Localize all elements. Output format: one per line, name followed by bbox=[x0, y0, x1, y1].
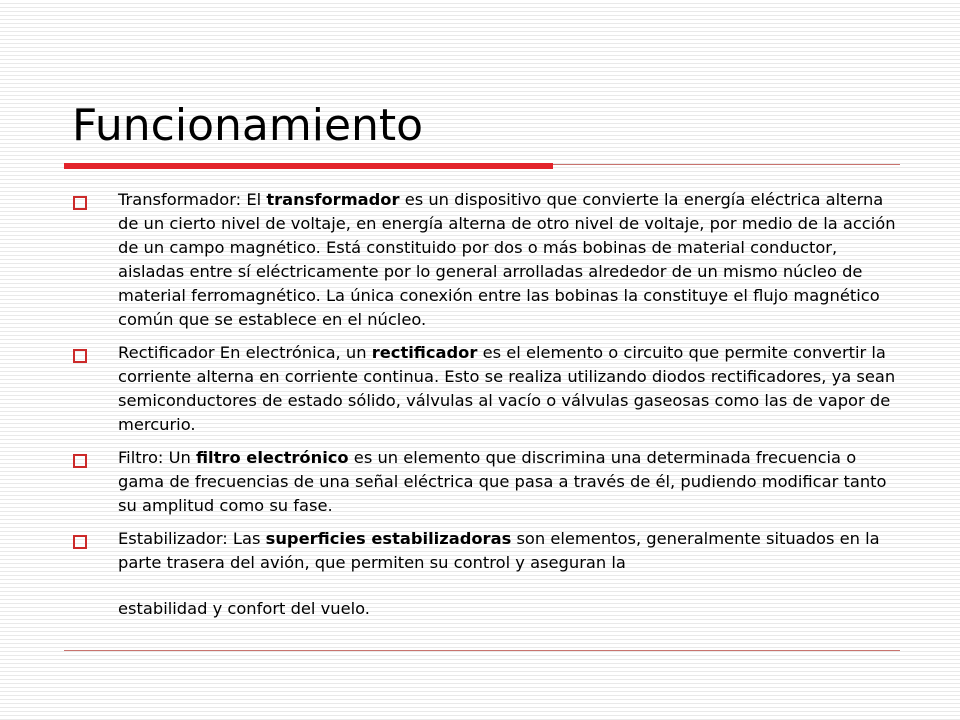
bullet-text-pre: Rectificador En electrónica, un bbox=[118, 343, 372, 362]
hollow-square-bullet-icon bbox=[73, 535, 87, 549]
line-spacer bbox=[118, 575, 902, 597]
bullet-text-pre: Estabilizador: Las bbox=[118, 529, 266, 548]
footer-divider-line bbox=[64, 650, 900, 651]
hollow-square-bullet-icon bbox=[73, 196, 87, 210]
bullet-item-transformador bbox=[72, 188, 902, 332]
hollow-square-bullet-icon bbox=[73, 454, 87, 468]
hollow-square-bullet-icon bbox=[73, 349, 87, 363]
title-accent-bar bbox=[64, 163, 553, 169]
bullet-term: rectificador bbox=[371, 343, 478, 362]
bullet-item-estabilizador bbox=[72, 527, 902, 621]
bullet-item-filtro bbox=[72, 446, 902, 518]
bullet-term: transformador bbox=[266, 190, 400, 209]
bullet-list bbox=[72, 188, 902, 630]
slide-title: Funcionamiento bbox=[72, 100, 424, 151]
bullet-term: filtro electrónico bbox=[195, 448, 349, 467]
title-divider-line bbox=[553, 164, 900, 165]
bullet-text-pre: Transformador: El bbox=[118, 190, 267, 209]
bullet-text-post: son elementos, generalmente situados en la parte trasera del avión, que permiten su control y aseguran la bbox=[118, 529, 880, 572]
bullet-item-rectificador bbox=[72, 341, 902, 437]
bullet-text-post: es un elemento que discrimina una determinada frecuencia o gama de frecuencias de una señal eléctrica que pasa a través de él, pudiendo modificar tanto su amplitud como su fase. bbox=[118, 448, 887, 515]
bullet-text-post: es el elemento o circuito que permite convertir la corriente alterna en corriente continua. Esto se realiza utilizando diodos rectificadores, ya sean semiconductores de estado sólido, válvulas al vacío o válvulas gaseosas como las de vapor de mercurio. bbox=[118, 343, 896, 434]
bullet-text-post: es un dispositivo que convierte la energía eléctrica alterna de un cierto nivel de voltaje, en energía alterna de otro nivel de voltaje, por medio de la acción de un campo magnético. Está constituido por dos o más bobinas de material conductor, aisladas entre sí eléctricamente por lo general arrolladas alrededor de un mismo núcleo de material ferromagnético. La única conexión entre las bobinas la constituye el flujo magnético común que se establece en el núcleo. bbox=[118, 190, 896, 329]
bullet-text-pre: Filtro: Un bbox=[118, 448, 196, 467]
bullet-term: superficies estabilizadoras bbox=[265, 529, 512, 548]
bullet-text-continuation: estabilidad y confort del vuelo. bbox=[118, 599, 370, 618]
